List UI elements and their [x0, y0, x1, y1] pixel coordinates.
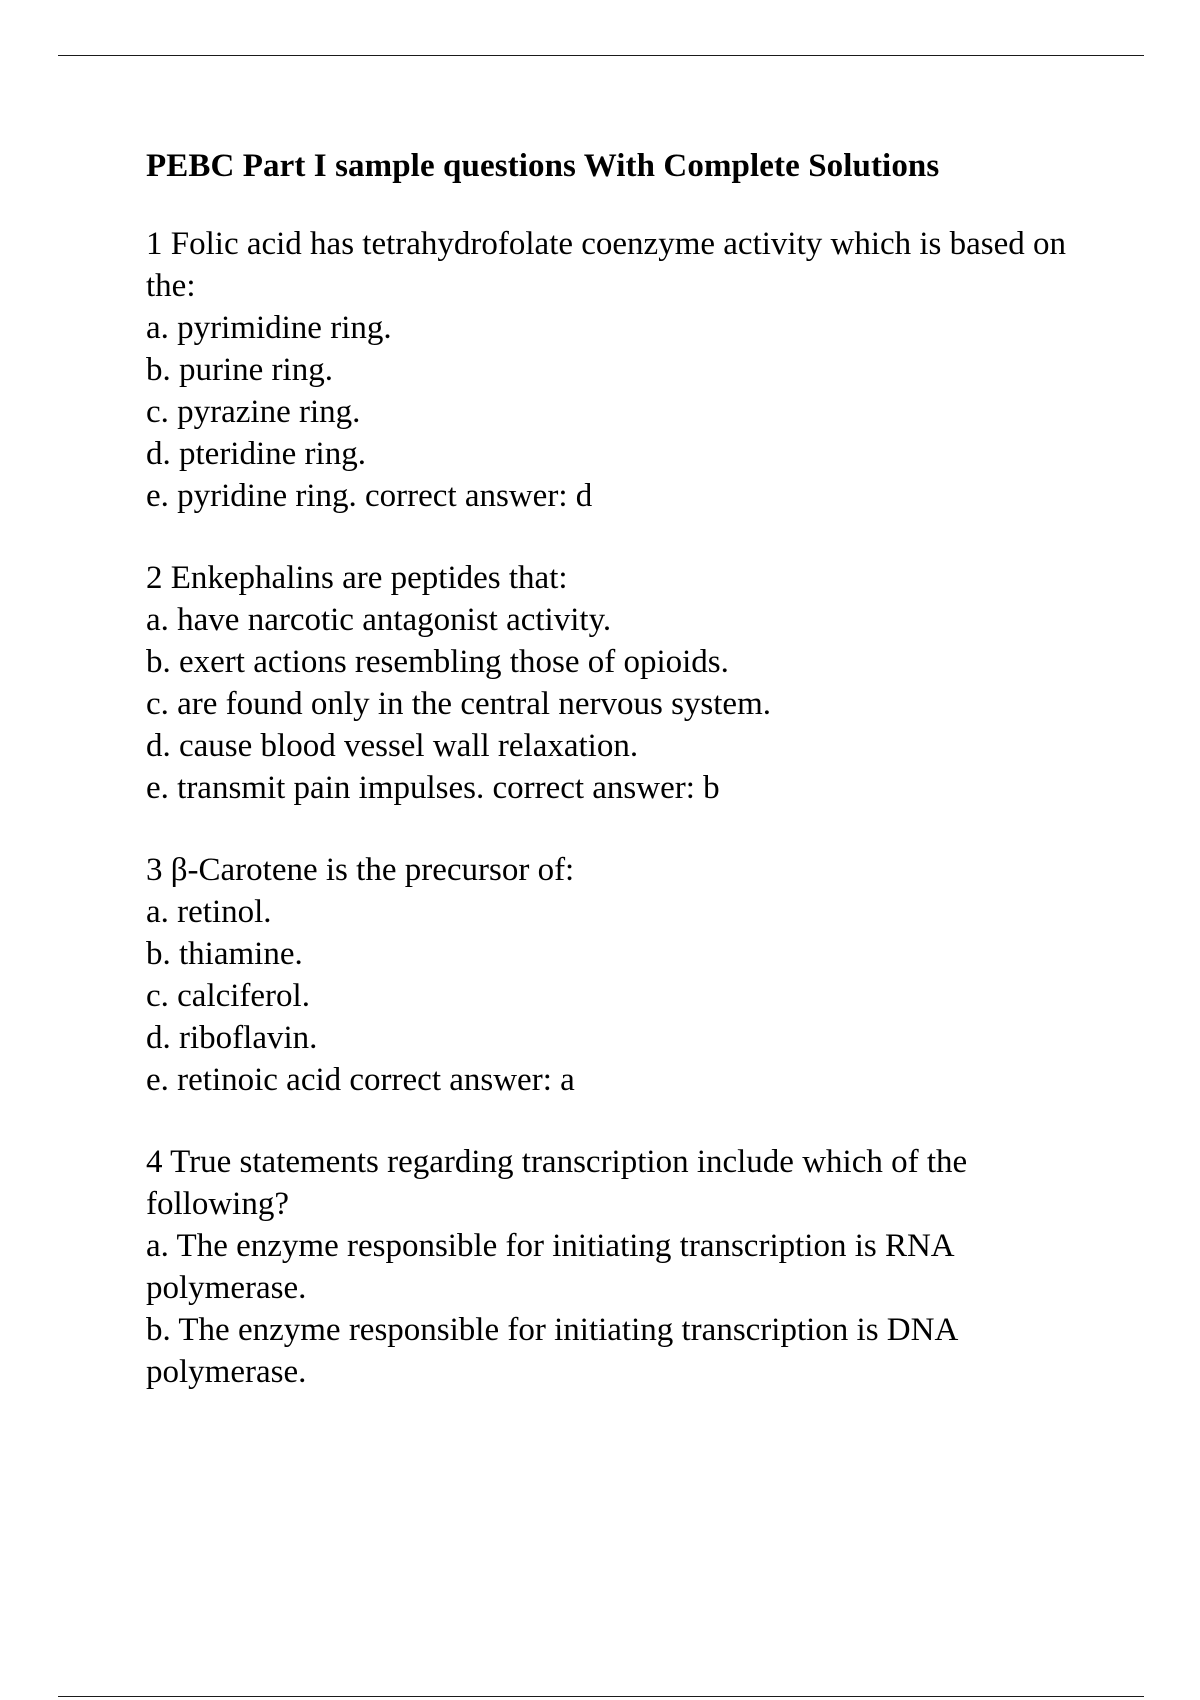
top-rule: [58, 55, 1144, 56]
answer-option: a. have narcotic antagonist activity.: [146, 602, 612, 638]
answer-option: d. pteridine ring.: [146, 436, 366, 472]
answer-option-with-key: e. pyridine ring. correct answer: d: [146, 478, 593, 514]
question-stem: 3 β-Carotene is the precursor of:: [146, 852, 575, 888]
answer-option: b. exert actions resembling those of opioids.: [146, 644, 729, 680]
question-3: [146, 849, 1076, 1101]
bottom-rule: [58, 1696, 1144, 1697]
answer-option: a. pyrimidine ring.: [146, 310, 392, 346]
answer-option: c. calciferol.: [146, 978, 310, 1014]
answer-option: c. pyrazine ring.: [146, 394, 361, 430]
answer-option: c. are found only in the central nervous system.: [146, 686, 771, 722]
answer-option: b. The enzyme responsible for initiating transcription is DNA polymerase.: [146, 1312, 957, 1390]
answer-option: b. thiamine.: [146, 936, 303, 972]
question-4: [146, 1141, 1076, 1393]
document-content: [146, 145, 1076, 1433]
answer-option: a. The enzyme responsible for initiating transcription is RNA polymerase.: [146, 1228, 953, 1306]
question-stem: 1 Folic acid has tetrahydrofolate coenzyme activity which is based on the:: [146, 226, 1067, 304]
question-1: [146, 223, 1076, 517]
answer-option: d. cause blood vessel wall relaxation.: [146, 728, 639, 764]
question-2: [146, 557, 1076, 809]
answer-option: a. retinol.: [146, 894, 272, 930]
question-stem: 2 Enkephalins are peptides that:: [146, 560, 568, 596]
answer-option: b. purine ring.: [146, 352, 333, 388]
answer-option-with-key: e. transmit pain impulses. correct answer: b: [146, 770, 720, 806]
document-title: PEBC Part I sample questions With Complete Solutions: [146, 148, 940, 184]
answer-option-with-key: e. retinoic acid correct answer: a: [146, 1062, 575, 1098]
answer-option: d. riboflavin.: [146, 1020, 318, 1056]
question-stem: 4 True statements regarding transcription include which of the following?: [146, 1144, 968, 1222]
